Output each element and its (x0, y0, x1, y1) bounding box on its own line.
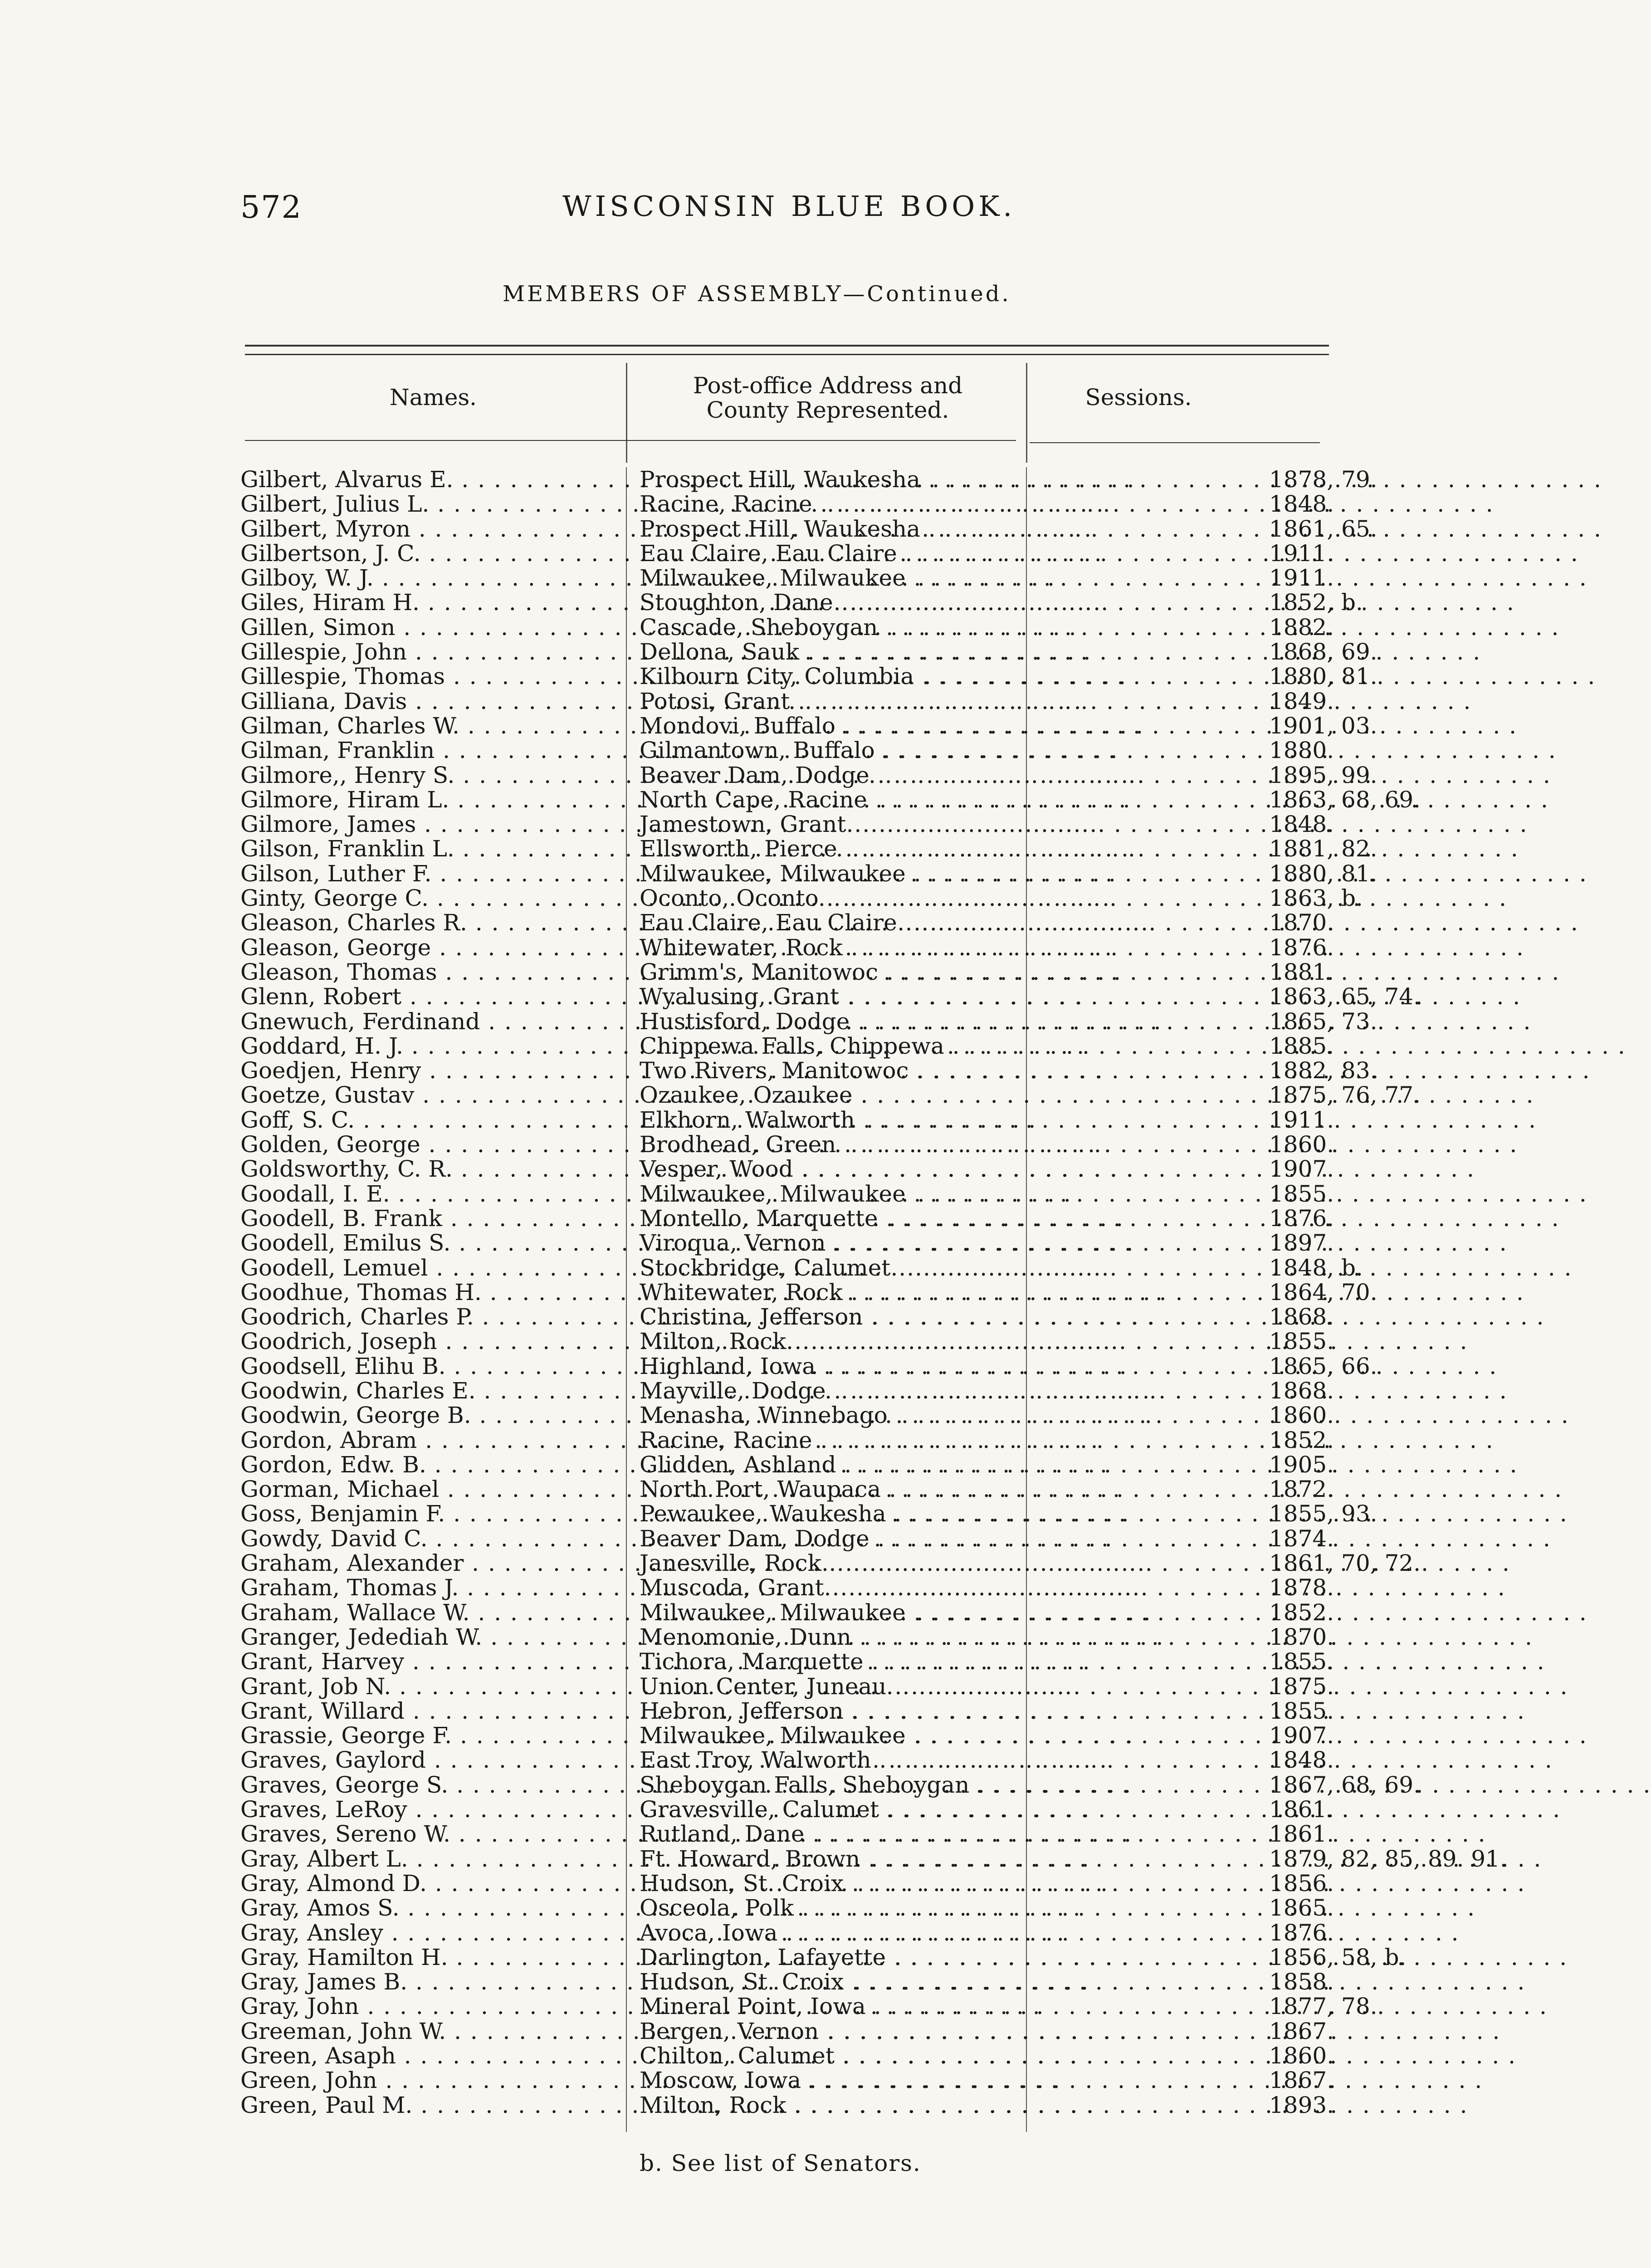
member-name: Goff, S. C. . . . (240, 1108, 621, 1132)
member-name: Gilbert, Alvarus E. . . . (240, 467, 621, 492)
header-rule-right (1030, 442, 1320, 443)
member-sessions: 1911. (1269, 1106, 1334, 1133)
member-address: Hudson, St. Croix . . . (640, 1871, 1261, 1896)
member-address: Hustisford, Dodge . . . (640, 1009, 1261, 1034)
member-name: Gilboy, W. J. . . . (240, 566, 621, 590)
member-sessions: 1872. (1269, 1476, 1334, 1503)
column-divider-2 (1026, 363, 1027, 463)
member-sessions: 1865. (1269, 1895, 1334, 1921)
member-sessions: 1861. (1269, 1796, 1334, 1823)
member-sessions: 1877, 78. (1269, 1993, 1377, 2020)
member-sessions: 1867, 68, 69. (1269, 1771, 1421, 1798)
member-sessions: 1856, 58, b. (1269, 1944, 1407, 1970)
member-name: Goodsell, Elihu B. . . . (240, 1354, 621, 1378)
member-name: Gillespie, Thomas . . . (240, 664, 621, 689)
member-address: Brodhead, Green . . . (640, 1132, 1261, 1157)
member-address: Montello, Marquette . . . (640, 1206, 1261, 1231)
member-name: Golden, George . . . (240, 1132, 621, 1157)
member-name: Gleason, George . . . (240, 935, 621, 960)
member-address: Union Center, Juneau . . . (640, 1674, 1261, 1699)
top-rule-inner (245, 354, 1329, 355)
member-address: Ellsworth, Pierce . . . (640, 836, 1261, 861)
member-name: Gilmore, Hiram L. . . . (240, 787, 621, 812)
member-sessions: 1895, 99. (1269, 762, 1377, 788)
member-address: Whitewater, Rock . . . (640, 1280, 1261, 1305)
member-name: Goetze, Gustav . . . (240, 1083, 621, 1107)
member-name: Graves, Sereno W. . . . (240, 1822, 621, 1846)
member-sessions: 1879, 82, 85, 89. 91. (1269, 1845, 1507, 1872)
member-address: Christina, Jefferson . . . (640, 1305, 1261, 1329)
member-address: Tichora, Marquette . . . (640, 1649, 1261, 1674)
member-sessions: 1863, 65, 74. (1269, 983, 1421, 1010)
member-sessions: 1855. (1269, 1180, 1334, 1207)
member-sessions: 1907. (1269, 1156, 1334, 1183)
member-sessions: 1876. (1269, 1919, 1334, 1946)
member-sessions: 1870. (1269, 1623, 1334, 1650)
member-address: Darlington, Lafayette . . . (640, 1945, 1261, 1970)
member-sessions: 1855. (1269, 1648, 1334, 1675)
member-address: Beaver Dam, Dodge . . . (640, 1526, 1261, 1551)
member-name: Gordon, Abram . . . (240, 1428, 621, 1452)
member-address: Racine, Racine . . . (640, 1428, 1261, 1452)
member-sessions: 1863, 68, 69. (1269, 786, 1421, 813)
top-rule (245, 345, 1329, 347)
member-address: Pewaukee, Waukesha . . . (640, 1501, 1261, 1526)
member-name: Grassie, George F. . . . (240, 1723, 621, 1748)
member-sessions: 1880, 81. (1269, 860, 1377, 887)
member-sessions: 1881, 82. (1269, 836, 1377, 862)
member-name: Gilbertson, J. C. . . . (240, 541, 621, 566)
member-address: Eau Claire, Eau Claire . . . (640, 541, 1261, 566)
running-head: WISCONSIN BLUE BOOK. (562, 190, 1016, 223)
member-sessions: 1868. (1269, 1377, 1334, 1404)
member-sessions: 1911. (1269, 565, 1334, 591)
member-address: Chilton, Calumet . . . (640, 2043, 1261, 2068)
member-address: Muscoda, Grant . . . (640, 1575, 1261, 1600)
member-name: Gray, Amos S. . . . (240, 1896, 621, 1920)
member-sessions: 1867. (1269, 2018, 1334, 2044)
member-address: Glidden, Ashland . . . (640, 1452, 1261, 1477)
page-number: 572 (240, 190, 302, 225)
member-sessions: 1905. (1269, 1451, 1334, 1478)
member-sessions: 1860. (1269, 1131, 1334, 1158)
member-address: Highland, Iowa . . . (640, 1354, 1261, 1378)
footnote: b. See list of Senators. (640, 2150, 921, 2176)
member-sessions: 1875. (1269, 1673, 1334, 1700)
member-name: Gilman, Franklin . . . (240, 738, 621, 763)
member-sessions: 1858. (1269, 1969, 1334, 1995)
member-sessions: 1865, 66. (1269, 1353, 1377, 1379)
member-name: Gilson, Luther F. . . . (240, 861, 621, 886)
member-address: Dellona, Sauk . . . (640, 640, 1261, 664)
member-address: Chippewa Falls, Chippewa . . . (640, 1034, 1261, 1058)
member-sessions: 1907. (1269, 1722, 1334, 1749)
member-address: Prospect Hill, Waukesha . . . (640, 517, 1261, 541)
member-name: Glenn, Robert . . . (240, 984, 621, 1009)
member-sessions: 1878. (1269, 1574, 1334, 1601)
member-name: Grant, Willard . . . (240, 1699, 621, 1723)
member-sessions: 1860. (1269, 2043, 1334, 2069)
member-name: Goodell, Lemuel . . . (240, 1256, 621, 1280)
member-address: Stockbridge, Calumet . . . (640, 1256, 1261, 1280)
member-sessions: 1855. (1269, 1697, 1334, 1724)
member-address: Milwaukee, Milwaukee . . . (640, 566, 1261, 590)
member-address: Milton, Rock . . . (640, 1329, 1261, 1354)
member-address: Potosi, Grant . . . (640, 689, 1261, 714)
member-sessions: 1863, b. (1269, 885, 1363, 912)
member-sessions: 1848. (1269, 811, 1334, 838)
member-sessions: 1870. (1269, 909, 1334, 936)
member-address: Stoughton, Dane . . . (640, 590, 1261, 615)
member-name: Goodell, Emilus S. . . . (240, 1231, 621, 1255)
member-name: Gray, James B. . . . (240, 1970, 621, 1994)
member-sessions: 1868. (1269, 1304, 1334, 1330)
member-name: Grant, Job N. . . . (240, 1674, 621, 1699)
member-address: Racine, Racine . . . (640, 492, 1261, 516)
member-address: North Cape, Racine . . . (640, 787, 1261, 812)
member-address: Mayville, Dodge . . . (640, 1378, 1261, 1403)
member-name: Granger, Jedediah W. . . . (240, 1625, 621, 1649)
member-address: Ozaukee, Ozaukee . . . (640, 1083, 1261, 1107)
member-sessions: 1881. (1269, 958, 1334, 985)
member-address: Avoca, Iowa . . . (640, 1921, 1261, 1945)
member-name: Gorman, Michael . . . (240, 1477, 621, 1501)
member-sessions: 1911. (1269, 540, 1334, 567)
column-header-address-line1: Post-office Address and (693, 372, 963, 399)
member-sessions: 1880. (1269, 737, 1334, 764)
member-address: Hebron, Jefferson . . . (640, 1699, 1261, 1723)
member-name: Goodrich, Charles P. . . . (240, 1305, 621, 1329)
member-address: Vesper, Wood . . . (640, 1157, 1261, 1181)
member-name: Goodwin, Charles E. . . . (240, 1378, 621, 1403)
member-address: Two Rivers, Manitowoc . . . (640, 1058, 1261, 1083)
member-address: Beaver Dam, Dodge . . . (640, 763, 1261, 787)
member-sessions: 1874. (1269, 1525, 1334, 1552)
member-address: Cascade, Sheboygan . . . (640, 615, 1261, 640)
member-address: Jamestown, Grant . . . (640, 812, 1261, 836)
member-address: Grimm's, Manitowoc . . . (640, 960, 1261, 984)
member-sessions: 1867. (1269, 2067, 1334, 2094)
member-address: Rutland, Dane . . . (640, 1822, 1261, 1846)
member-name: Graves, Gaylord . . . (240, 1748, 621, 1772)
member-address: Gravesville, Calumet . . . (640, 1797, 1261, 1822)
member-sessions: 1852. (1269, 1427, 1334, 1453)
member-name: Goedjen, Henry . . . (240, 1058, 621, 1083)
member-name: Gilson, Franklin L. . . . (240, 836, 621, 861)
member-sessions: 1897. (1269, 1230, 1334, 1256)
member-name: Green, John . . . (240, 2068, 621, 2092)
member-name: Gilbert, Myron . . . (240, 517, 621, 541)
member-address: Sheboygan Falls, Sheboygan . . . (640, 1773, 1261, 1797)
member-name: Ginty, George C. . . . (240, 886, 621, 910)
member-name: Gilman, Charles W. . . . (240, 714, 621, 738)
member-address: Milwaukee, Milwaukee . . . (640, 1600, 1261, 1625)
column-divider-1 (626, 363, 627, 463)
member-sessions: 1855, 93. (1269, 1501, 1377, 1527)
member-name: Goodall, I. E. . . . (240, 1182, 621, 1206)
member-address: East Troy, Walworth . . . (640, 1748, 1261, 1772)
member-address: Eau Claire, Eau Claire . . . (640, 910, 1261, 935)
member-name: Gilmore, James . . . (240, 812, 621, 836)
member-address: Menomonie, Dunn . . . (640, 1625, 1261, 1649)
member-name: Goodell, B. Frank . . . (240, 1206, 621, 1231)
member-name: Gray, Albert L. . . . (240, 1847, 621, 1871)
member-sessions: 1852. (1269, 1599, 1334, 1626)
member-name: Goodhue, Thomas H. . . . (240, 1280, 621, 1305)
member-name: Graham, Wallace W. . . . (240, 1600, 621, 1625)
member-sessions: 1865, 73. (1269, 1008, 1377, 1035)
column-header-sessions: Sessions. (1085, 384, 1192, 411)
member-name: Goddard, H. J. . . . (240, 1034, 621, 1058)
member-name: Graves, George S. . . . (240, 1773, 621, 1797)
member-name: Greeman, John W. . . . (240, 2019, 621, 2043)
member-name: Goodrich, Joseph . . . (240, 1329, 621, 1354)
member-address: Elkhorn, Walworth . . . (640, 1108, 1261, 1132)
member-name: Graham, Thomas J. . . . (240, 1575, 621, 1600)
member-address: Viroqua, Vernon . . . (640, 1231, 1261, 1255)
member-address: Whitewater, Rock . . . (640, 935, 1261, 960)
member-address: Wyalusing, Grant . . . (640, 984, 1261, 1009)
member-address: North Port, Waupaca . . . (640, 1477, 1261, 1501)
column-header-address-line2: County Represented. (706, 397, 949, 423)
member-sessions: 1876. (1269, 934, 1334, 961)
table-title: MEMBERS OF ASSEMBLY—Continued. (503, 281, 1011, 307)
member-name: Gilmore,, Henry S. . . . (240, 763, 621, 787)
member-name: Gray, Almond D. . . . (240, 1871, 621, 1896)
member-sessions: 1878, 79. (1269, 466, 1377, 493)
header-rule-left (245, 440, 1016, 441)
member-name: Gray, Hamilton H. . . . (240, 1945, 621, 1970)
member-sessions: 1882, 83. (1269, 1057, 1377, 1084)
member-address: Prospect Hill, Waukesha . . . (640, 467, 1261, 492)
member-name: Goss, Benjamin F. . . . (240, 1501, 621, 1526)
member-name: Gilbert, Julius L. . . . (240, 492, 621, 516)
member-name: Gray, Ansley . . . (240, 1921, 621, 1945)
member-sessions: 1885. (1269, 1032, 1334, 1059)
member-sessions: 1893. (1269, 2092, 1334, 2118)
member-name: Graham, Alexander . . . (240, 1551, 621, 1575)
member-name: Gillespie, John . . . (240, 640, 621, 664)
member-address: Moscow, Iowa . . . (640, 2068, 1261, 2092)
member-name: Gordon, Edw. B. . . . (240, 1452, 621, 1477)
member-sessions: 1860. (1269, 1402, 1334, 1429)
member-sessions: 1848. (1269, 491, 1334, 518)
member-name: Gowdy, David C. . . . (240, 1526, 621, 1551)
member-address: Oconto, Oconto. . . . (640, 886, 1261, 910)
member-sessions: 1875, 76, 77. (1269, 1082, 1421, 1109)
member-sessions: 1861. (1269, 1821, 1334, 1848)
member-name: Gray, John . . . (240, 1994, 621, 2019)
member-sessions: 1852, b. (1269, 589, 1363, 616)
member-address: Janesville, Rock. . . . (640, 1551, 1261, 1575)
member-sessions: 1849. (1269, 688, 1334, 714)
member-sessions: 1861, 65. (1269, 515, 1377, 542)
member-address: Milwaukee, Milwaukee . . . (640, 861, 1261, 886)
member-name: Goldsworthy, C. R. . . . (240, 1157, 621, 1181)
member-sessions: 1861, 70, 72. (1269, 1550, 1421, 1577)
member-sessions: 1848, b. (1269, 1254, 1363, 1281)
member-sessions: 1868, 69. (1269, 639, 1377, 665)
member-name: Gleason, Charles R. . . . (240, 910, 621, 935)
member-name: Grant, Harvey . . . (240, 1649, 621, 1674)
member-name: Green, Paul M. . . . (240, 2093, 621, 2117)
member-sessions: 1856. (1269, 1870, 1334, 1897)
member-address: Menasha, Winnebago . . . (640, 1403, 1261, 1427)
member-address: Gilmantown, Buffalo . . . (640, 738, 1261, 763)
member-address: Milwaukee, Milwaukee . . . (640, 1723, 1261, 1748)
member-sessions: 1880, 81. (1269, 663, 1377, 690)
member-name: Giles, Hiram H. . . . (240, 590, 621, 615)
member-name: Graves, LeRoy . . . (240, 1797, 621, 1822)
member-name: Gleason, Thomas . . . (240, 960, 621, 984)
member-sessions: 1882. (1269, 614, 1334, 640)
member-address: Mineral Point, Iowa . . . (640, 1994, 1261, 2019)
member-address: Kilbourn City, Columbia . . . (640, 664, 1261, 689)
member-name: Gillen, Simon . . . (240, 615, 621, 640)
member-name: Gnewuch, Ferdinand . . . (240, 1009, 621, 1034)
member-address: Ft. Howard, Brown . . . (640, 1847, 1261, 1871)
member-address: Osceola, Polk . . . (640, 1896, 1261, 1920)
member-address: Bergen, Vernon . . . (640, 2019, 1261, 2043)
column-header-names: Names. (389, 384, 477, 411)
member-sessions: 1901, 03. (1269, 712, 1377, 739)
member-sessions: 1855. (1269, 1328, 1334, 1355)
member-address: Mondovi, Buffalo . . . (640, 714, 1261, 738)
member-name: Gilliana, Davis . . . (240, 689, 621, 714)
member-address: Milton, Rock . . . (640, 2093, 1261, 2117)
member-address: Milwaukee, Milwaukee . . . (640, 1182, 1261, 1206)
member-name: Green, Asaph . . . (240, 2043, 621, 2068)
member-sessions: 1864, 70. (1269, 1279, 1377, 1305)
member-sessions: 1876. (1269, 1205, 1334, 1232)
member-address: Hudson, St. Croix . . . (640, 1970, 1261, 1994)
member-name: Goodwin, George B. . . . (240, 1403, 621, 1427)
member-sessions: 1848. (1269, 1747, 1334, 1774)
